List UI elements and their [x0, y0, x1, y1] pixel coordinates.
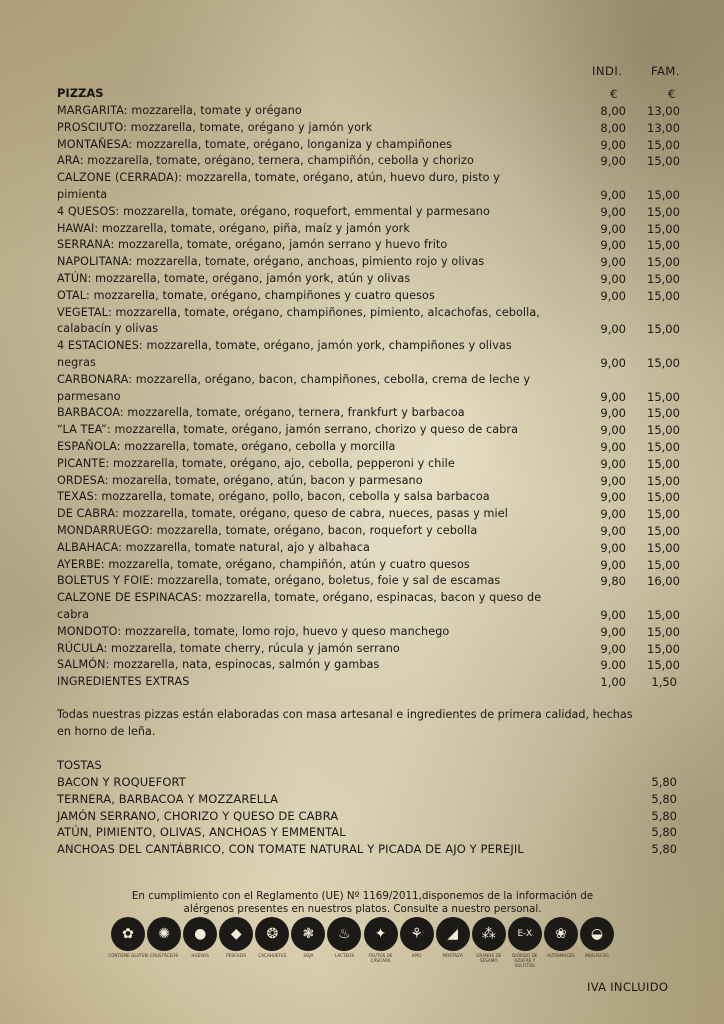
peanut-icon: ❂	[255, 917, 289, 951]
pizza-description: PICANTE: mozzarella, tomate, orégano, ajo, cebolla, pepperoni y chile	[57, 456, 455, 470]
pizza-price-indi: 9,00	[600, 523, 626, 538]
pizza-price-fam: 13,00	[647, 120, 680, 135]
pizza-price-fam: 15,00	[647, 624, 680, 639]
pizza-price-fam: 16,00	[647, 574, 680, 589]
dairy-icon: ♨	[327, 917, 361, 951]
pizza-price-fam: 15,00	[647, 204, 680, 219]
pizza-price-fam: 15,00	[647, 540, 680, 555]
allergen-label: DIÓXIDO DE AZUFRE Y SULFITOS	[512, 953, 538, 968]
allergen-label: APIO	[411, 953, 422, 958]
pizza-price-fam: 15,00	[647, 154, 680, 169]
tosta-description: ATÚN, PIMIENTO, OLIVAS, ANCHOAS Y EMMENTAL	[57, 825, 346, 840]
pizza-price-fam: 15,00	[647, 439, 680, 454]
pizza-description: CALZONE DE ESPINACAS: mozzarella, tomate, orégano, espinacas, bacon y queso de cabra	[57, 591, 542, 621]
indi-column-header: INDI.	[592, 64, 623, 78]
gluten-icon: ✿	[111, 917, 145, 951]
pizza-description: PROSCIUTO: mozzarella, tomate, orégano y jamón york	[57, 120, 373, 134]
pizza-price-fam: 15,00	[647, 389, 680, 404]
allergen-icons	[110, 917, 615, 967]
pizza-description: 4 QUESOS: mozzarella, tomate, orégano, roquefort, emmental y parmesano	[57, 204, 490, 218]
pizza-description: MONTAÑESA: mozzarella, tomate, orégano, longaniza y champiñones	[57, 137, 453, 151]
pizza-price-indi: 9,00	[600, 624, 626, 639]
pizza-description: TEXAS: mozzarella, tomate, orégano, pollo, bacon, cebolla y salsa barbacoa	[57, 490, 490, 504]
pizza-row	[57, 137, 717, 154]
tostas-section	[57, 757, 717, 858]
allergen-label: SOJA	[303, 953, 314, 958]
tosta-row	[57, 774, 717, 791]
allergen-label: CONTIENE GLUTEN	[108, 953, 148, 958]
pizza-row	[57, 523, 717, 540]
pizza-row	[57, 120, 717, 137]
crustacean-icon: ✺	[147, 917, 181, 951]
pizza-price-fam: 15,00	[647, 423, 680, 438]
pizza-price-fam: 15,00	[647, 221, 680, 236]
egg-icon: ●	[183, 917, 217, 951]
pizza-row	[57, 204, 717, 221]
pizza-description: MONDOTO: mozzarella, tomate, lomo rojo, huevo y queso manchego	[57, 624, 450, 638]
tosta-description: TERNERA, BARBACOA Y MOZZARELLA	[57, 791, 279, 806]
pizza-description: AYERBE: mozzarella, tomate, orégano, champiñón, atún y cuatro quesos	[57, 557, 470, 571]
pizza-price-fam: 15,00	[647, 641, 680, 656]
fam-column-header: FAM.	[651, 64, 681, 78]
pizza-description: CALZONE (CERRADA): mozzarella, tomate, orégano, atún, huevo duro, pisto y pimienta	[57, 171, 500, 201]
pizza-price-indi: 9,00	[600, 423, 626, 438]
pizza-row	[57, 456, 717, 473]
pizza-row	[57, 103, 717, 120]
pizza-row	[57, 153, 717, 170]
tosta-row	[57, 791, 717, 808]
pizza-price-indi: 9,00	[600, 187, 626, 202]
pizza-description: BARBACOA: mozzarella, tomate, orégano, ternera, frankfurt y barbacoa	[57, 406, 465, 420]
allergen-label: CRUSTÁCEOS	[150, 953, 179, 958]
celery-icon: ⚘	[400, 917, 434, 951]
pizza-price-indi: 9,00	[600, 271, 626, 286]
pizza-price-fam: 15,00	[647, 255, 680, 270]
pizza-price-indi: 9,00	[600, 355, 626, 370]
pizza-price-fam: 15,00	[647, 473, 680, 488]
pizza-description: BOLETUS Y FOIE: mozzarella, tomate, orégano, boletus, foie y sal de escamas	[57, 574, 501, 588]
tosta-row	[57, 824, 717, 841]
pizza-description: OTAL: mozzarella, tomate, orégano, champiñones y cuatro quesos	[57, 288, 435, 302]
tostas-title: TOSTAS	[57, 758, 102, 772]
pizza-row	[57, 624, 717, 641]
pizza-price-indi: 8,00	[600, 120, 626, 135]
pizza-row	[57, 590, 717, 624]
pizza-price-fam: 15,00	[647, 456, 680, 471]
pizza-row	[57, 489, 717, 506]
pizza-price-indi: 9,00	[600, 456, 626, 471]
pizza-description: “LA TEA”: mozzarella, tomate, orégano, jamón serrano, chorizo y queso de cabra	[57, 423, 519, 437]
pizza-price-indi: 9,80	[600, 574, 626, 589]
pizza-price-indi: 9,00	[600, 221, 626, 236]
pizza-price-fam: 13,00	[647, 104, 680, 118]
pizza-row	[57, 641, 717, 658]
pizza-price-indi: 9,00	[600, 204, 626, 219]
pizza-row	[57, 221, 717, 238]
pizza-row	[57, 540, 717, 557]
allergen-label: MOLUSCOS	[585, 953, 609, 958]
pizza-price-fam: 15,00	[647, 271, 680, 286]
pizza-price-fam: 1,50	[651, 675, 677, 690]
pizza-price-fam: 15,00	[647, 507, 680, 522]
pizza-price-indi: 9,00	[600, 641, 626, 656]
pizza-price-indi: 9,00	[600, 490, 626, 505]
pizza-price-fam: 15,00	[647, 187, 680, 202]
pizza-price-fam: 15,00	[647, 658, 680, 673]
pizza-price-indi: 9,00	[600, 322, 626, 337]
pizza-description: NAPOLITANA: mozzarella, tomate, orégano, anchoas, pimiento rojo y olivas	[57, 255, 485, 269]
pizza-row	[57, 657, 717, 674]
pizza-price-indi: 9,00	[600, 406, 626, 421]
pizza-price-fam: 15,00	[647, 607, 680, 622]
pizza-description: DE CABRA: mozzarella, tomate, orégano, queso de cabra, nueces, pasas y miel	[57, 507, 508, 521]
allergen-label: ALTRAMUCES	[547, 953, 575, 958]
pizza-price-fam: 15,00	[647, 288, 680, 303]
pizza-description: CARBONARA: mozzarella, orégano, bacon, champiñones, cebolla, crema de leche y parmesano	[57, 372, 531, 403]
pizza-row	[57, 506, 717, 523]
pizza-price-fam: 15,00	[647, 406, 680, 421]
allergen-label: MOSTAZA	[442, 953, 463, 958]
pizza-description: ALBAHACA: mozzarella, tomate natural, ajo y albahaca	[57, 540, 370, 554]
pizza-price-indi: 9,00	[600, 255, 626, 270]
tosta-price: 5,80	[651, 791, 677, 806]
pizza-row	[57, 338, 717, 372]
pizza-price-indi: 8,00	[600, 104, 626, 118]
pizza-description: RÚCULA: mozzarella, tomate cherry, rúcula y jamón serrano	[57, 641, 400, 655]
tosta-price: 5,80	[651, 808, 677, 823]
tosta-description: JAMÓN SERRANO, CHORIZO Y QUESO DE CABRA	[57, 808, 339, 823]
pizza-price-indi: 9,00	[600, 154, 626, 169]
pizza-row	[57, 557, 717, 574]
allergen-notice: En cumplimiento con el Reglamento (UE) Nº 1169/2011,disponemos de la información de alérgenos presentes en nuestros platos. Consulte a nuestro personal.	[131, 890, 594, 915]
pizza-description: HAWAI: mozzarella, tomate, orégano, piña, maíz y jamón york	[57, 221, 410, 235]
pizza-description: SERRANA: mozzarella, tomate, orégano, jamón serrano y huevo frito	[57, 238, 448, 252]
pizza-price-fam: 15,00	[647, 322, 680, 337]
sulphite-icon: E-X	[508, 917, 542, 951]
pizza-description: VEGETAL: mozzarella, tomate, orégano, champiñones, pimiento, alcachofas, cebolla, calabacín y olivas	[57, 305, 540, 336]
pizza-description: 4 ESTACIONES: mozzarella, tomate, orégano, jamón york, champiñones y olivas negras	[57, 339, 512, 369]
pizza-row	[57, 237, 717, 254]
indi-currency: €	[610, 87, 618, 101]
allergen-label: CACAHUETES	[258, 953, 287, 958]
mustard-icon: ◢	[436, 917, 470, 951]
allergen-label: PESCADO	[226, 953, 247, 958]
pizza-price-indi: 9,00	[600, 540, 626, 555]
pizza-list	[57, 103, 717, 691]
iva-note: IVA INCLUIDO	[587, 980, 669, 994]
allergen-label: GRANOS DE SÉSAMO	[476, 953, 502, 963]
pizza-description: MONDARRUEGO: mozzarella, tomate, orégano, bacon, roquefort y cebolla	[57, 523, 478, 537]
pizza-price-indi: 9,00	[600, 389, 626, 404]
pizza-price-indi: 1,00	[600, 675, 626, 690]
pizzas-title: PIZZAS	[57, 86, 104, 100]
allergen-label: LÁCTEOS	[334, 953, 355, 958]
pizza-price-indi: 9,00	[600, 238, 626, 253]
soy-icon: ❃	[291, 917, 325, 951]
tosta-description: BACON Y ROQUEFORT	[57, 775, 186, 789]
pizza-row	[57, 422, 717, 439]
pizza-price-fam: 15,00	[647, 355, 680, 370]
nuts-icon: ✦	[364, 917, 398, 951]
tosta-price: 5,80	[651, 825, 677, 840]
pizza-price-fam: 15,00	[647, 137, 680, 152]
pizza-row	[57, 288, 717, 305]
pizza-row	[57, 473, 717, 490]
fam-currency: €	[668, 87, 676, 101]
tostas-list	[57, 774, 717, 858]
pizza-row	[57, 674, 717, 691]
pizza-price-indi: 9,00	[600, 557, 626, 572]
pizza-row	[57, 372, 717, 406]
pizza-price-indi: 9,00	[600, 137, 626, 152]
pizza-description: ESPAÑOLA: mozzarella, tomate, orégano, cebolla y morcilla	[57, 439, 396, 453]
pizza-row	[57, 271, 717, 288]
tosta-price: 5,80	[651, 775, 677, 789]
pizza-price-indi: 9,00	[600, 507, 626, 522]
pizza-row	[57, 305, 717, 339]
pizza-price-indi: 9,00	[600, 439, 626, 454]
allergen-label: HUEVOS	[191, 953, 209, 958]
allergen-label: FRUTOS DE CÁSCARA	[368, 953, 393, 963]
pizza-price-indi: 9,00	[600, 607, 626, 622]
pizza-price-fam: 15,00	[647, 490, 680, 505]
tosta-row	[57, 808, 717, 825]
pizza-price-indi: 9,00	[600, 288, 626, 303]
pizza-row	[57, 170, 717, 204]
pizza-description: MARGARITA: mozzarella, tomate y orégano	[57, 104, 302, 117]
pizza-description: SALMÓN: mozzarella, nata, espinocas, salmón y gambas	[57, 658, 380, 672]
pizza-row	[57, 439, 717, 456]
pizza-price-fam: 15,00	[647, 523, 680, 538]
pizza-price-fam: 15,00	[647, 557, 680, 572]
pizza-description: ORDESA: mozarella, tomate, orégano, atún, bacon y parmesano	[57, 473, 423, 487]
tosta-price: 5,80	[651, 842, 677, 857]
sesame-icon: ⁂	[472, 917, 506, 951]
pizza-price-indi: 9,00	[600, 473, 626, 488]
tosta-row	[57, 841, 717, 858]
pizzas-note: Todas nuestras pizzas están elaboradas con masa artesanal e ingredientes de primera calidad, hechas en horno de leña.	[57, 708, 633, 738]
pizza-price-fam: 15,00	[647, 238, 680, 253]
pizza-price-indi: 9.00	[600, 658, 626, 673]
lupin-icon: ❀	[544, 917, 578, 951]
tosta-description: ANCHOAS DEL CANTÁBRICO, CON TOMATE NATURAL Y PICADA DE AJO Y PEREJIL	[57, 842, 524, 857]
pizza-row	[57, 405, 717, 422]
pizza-description: ATÚN: mozzarella, tomate, orégano, jamón york, atún y olivas	[57, 271, 411, 285]
pizza-description: ARA: mozzarella, tomate, orégano, ternera, champiñón, cebolla y chorizo	[57, 154, 474, 168]
fish-icon: ◆	[219, 917, 253, 951]
mollusc-icon: ◒	[580, 917, 614, 951]
pizza-row	[57, 254, 717, 271]
pizza-description: INGREDIENTES EXTRAS	[57, 675, 190, 689]
pizza-row	[57, 573, 717, 590]
